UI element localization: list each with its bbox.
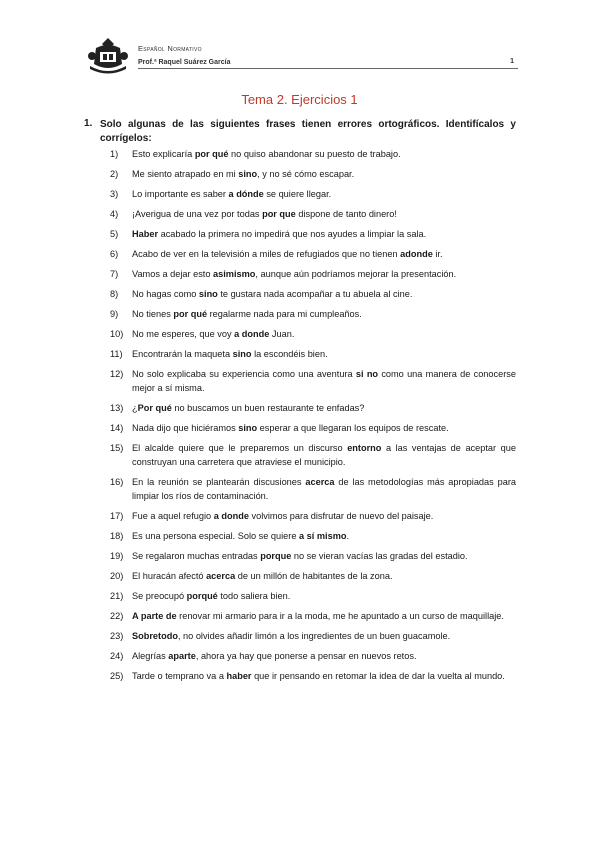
sentence-text: .: [346, 531, 350, 541]
header-author: Prof.ª Raquel Suárez García: [138, 59, 231, 66]
highlighted-word: por qué: [194, 149, 229, 159]
sentence-text: El huracán afectó: [132, 571, 207, 581]
highlighted-word: a donde: [213, 511, 249, 521]
sentence-text: a las ventajas de aceptar que construyan una carretera que atraviese el municipio.: [132, 443, 516, 467]
exercise-item-number: 16): [110, 477, 124, 487]
exercise-list: [104, 147, 516, 689]
exercise-item: [104, 589, 516, 603]
exercise-item: [104, 475, 516, 503]
exercise-item: [104, 247, 516, 261]
highlighted-word: acerca: [305, 477, 335, 487]
sentence-text: Acabo de ver en la televisión a miles de refugiados que no tienen: [132, 249, 401, 259]
sentence-text: Juan.: [269, 329, 295, 339]
sentence-text: No solo explicaba su experiencia como una aventura: [132, 369, 356, 379]
sentence-text: Se preocupó: [132, 591, 187, 601]
exercise-item: [104, 167, 516, 181]
exercise-item: [104, 287, 516, 301]
highlighted-word: sino: [232, 349, 252, 359]
exercise-item: [104, 307, 516, 321]
sentence-text: Fue a aquel refugio: [132, 511, 214, 521]
sentence-text: , ahora ya hay que ponerse a pensar en nuevos retos.: [195, 651, 417, 661]
exercise-item: [104, 187, 516, 201]
exercise-item-number: 17): [110, 511, 124, 521]
highlighted-word: a sí mismo: [299, 531, 347, 541]
highlighted-word: haber: [226, 671, 252, 681]
page-header: [86, 36, 518, 76]
highlighted-word: sino: [238, 169, 258, 179]
university-crest-icon: [86, 36, 130, 74]
highlighted-word: asimismo: [213, 269, 256, 279]
exercise-item: [104, 649, 516, 663]
highlighted-word: a donde: [234, 329, 270, 339]
highlighted-word: porqué: [186, 591, 218, 601]
exercise-item-number: 14): [110, 423, 124, 433]
sentence-text: Es una persona especial. Solo se quiere: [132, 531, 300, 541]
sentence-text: Se regalaron muchas entradas: [132, 551, 261, 561]
sentence-text: se quiere llegar.: [263, 189, 332, 199]
sentence-text: te gustara nada acompañar a tu abuela al cine.: [217, 289, 413, 299]
exercise-item: [104, 549, 516, 563]
exercise-item: [104, 267, 516, 281]
exercise-item: [104, 401, 516, 415]
sentence-text: , y no sé cómo escapar.: [257, 169, 355, 179]
exercise-item-number: 11): [110, 349, 123, 359]
sentence-text: no se vieran vacías las gradas del estadio.: [291, 551, 468, 561]
highlighted-word: sino: [238, 423, 258, 433]
exercise-item-number: 20): [110, 571, 124, 581]
sentence-text: regalarme nada para mi cumpleaños.: [207, 309, 362, 319]
sentence-text: Alegrías: [132, 651, 169, 661]
exercise-item-number: 3): [110, 189, 119, 199]
exercise-item: [104, 367, 516, 395]
sentence-text: todo saliera bien.: [217, 591, 291, 601]
sentence-text: El alcalde quiere que le preparemos un discurso: [132, 443, 348, 453]
document-title: Tema 2. Ejercicios 1: [241, 92, 358, 107]
exercise-item: [104, 147, 516, 161]
highlighted-word: por qué: [173, 309, 208, 319]
sentence-text: ¡Averigua de una vez por todas: [132, 209, 263, 219]
question-number: 1.: [84, 118, 93, 129]
highlighted-word: si no: [355, 369, 379, 379]
sentence-text: ¿: [132, 403, 138, 413]
exercise-item-number: 8): [110, 289, 119, 299]
highlighted-word: acerca: [206, 571, 236, 581]
sentence-text: Lo importante es saber: [132, 189, 229, 199]
sentence-text: Encontrarán la maqueta: [132, 349, 233, 359]
exercise-item: [104, 347, 516, 361]
highlighted-word: A parte de: [132, 611, 177, 621]
question-block: [84, 118, 516, 146]
highlighted-word: Haber: [132, 229, 159, 239]
exercise-item-number: 6): [110, 249, 119, 259]
highlighted-word: Por qué: [137, 403, 172, 413]
header-divider: [138, 68, 518, 69]
highlighted-word: Sobretodo: [132, 631, 178, 641]
exercise-item-number: 10): [110, 329, 124, 339]
sentence-text: En la reunión se plantearán discusiones: [132, 477, 306, 487]
sentence-text: acabado la primera no impedirá que nos ayudes a limpiar la sala.: [158, 229, 427, 239]
highlighted-word: a dónde: [228, 189, 264, 199]
sentence-text: como una manera de conocerse mejor a sí misma.: [132, 369, 516, 393]
exercise-item: [104, 669, 516, 683]
sentence-text: Esto explicaría: [132, 149, 195, 159]
exercise-item: [104, 569, 516, 583]
exercise-item: [104, 421, 516, 435]
highlighted-word: porque: [260, 551, 292, 561]
exercise-item-number: 15): [110, 443, 124, 453]
exercise-item-number: 23): [110, 631, 124, 641]
exercise-item-number: 7): [110, 269, 119, 279]
exercise-item: [104, 207, 516, 221]
exercise-item-number: 2): [110, 169, 119, 179]
exercise-item-number: 4): [110, 209, 119, 219]
exercise-item: [104, 529, 516, 543]
sentence-text: ir.: [432, 249, 443, 259]
sentence-text: , no olvides añadir limón a los ingredientes de un buen guacamole.: [177, 631, 451, 641]
exercise-item: [104, 629, 516, 643]
highlighted-word: por que: [262, 209, 296, 219]
sentence-text: volvimos para disfrutar de nuevo del paisaje.: [248, 511, 434, 521]
exercise-item-number: 13): [110, 403, 124, 413]
exercise-item-number: 5): [110, 229, 119, 239]
sentence-text: , aunque aún podríamos mejorar la presentación.: [255, 269, 457, 279]
sentence-text: No hagas como: [132, 289, 199, 299]
highlighted-word: aparte: [168, 651, 196, 661]
exercise-item: [104, 441, 516, 469]
highlighted-word: entorno: [347, 443, 382, 453]
header-course-title: Español Normativo: [138, 44, 202, 53]
exercise-item: [104, 609, 516, 623]
exercise-item-number: 22): [110, 611, 124, 621]
sentence-text: Me siento atrapado en mi: [132, 169, 239, 179]
question-prompt: Solo algunas de las siguientes frases tienen errores ortográficos. Identifícalos y corrígelos:: [100, 119, 516, 144]
sentence-text: no buscamos un buen restaurante te enfadas?: [171, 403, 365, 413]
sentence-text: Tarde o temprano va a: [132, 671, 227, 681]
sentence-text: dispone de tanto dinero!: [295, 209, 397, 219]
sentence-text: No tienes: [132, 309, 174, 319]
exercise-item-number: 9): [110, 309, 119, 319]
page-number: 1: [510, 58, 514, 65]
exercise-item: [104, 227, 516, 241]
exercise-item-number: 24): [110, 651, 124, 661]
highlighted-word: sino: [198, 289, 218, 299]
sentence-text: de un millón de habitantes de la zona.: [235, 571, 393, 581]
sentence-text: no quiso abandonar su puesto de trabajo.: [228, 149, 401, 159]
sentence-text: No me esperes, que voy: [132, 329, 235, 339]
sentence-text: renovar mi armario para ir a la moda, me he apuntado a un curso de maquillaje.: [176, 611, 504, 621]
exercise-item: [104, 327, 516, 341]
sentence-text: la escondéis bien.: [251, 349, 328, 359]
sentence-text: que ir pensando en retomar la idea de dar la vuelta al mundo.: [251, 671, 505, 681]
exercise-item-number: 25): [110, 671, 124, 681]
exercise-item-number: 21): [110, 591, 124, 601]
exercise-item-number: 18): [110, 531, 124, 541]
exercise-item-number: 1): [110, 149, 119, 159]
exercise-item-number: 19): [110, 551, 124, 561]
sentence-text: Nada dijo que hiciéramos: [132, 423, 239, 433]
sentence-text: esperar a que llegaran los equipos de rescate.: [257, 423, 449, 433]
exercise-item: [104, 509, 516, 523]
exercise-item-number: 12): [110, 369, 124, 379]
sentence-text: Vamos a dejar esto: [132, 269, 214, 279]
sentence-text: de las metodologías más apropiadas para limpiar los ríos de contaminación.: [132, 477, 516, 501]
highlighted-word: adonde: [400, 249, 433, 259]
